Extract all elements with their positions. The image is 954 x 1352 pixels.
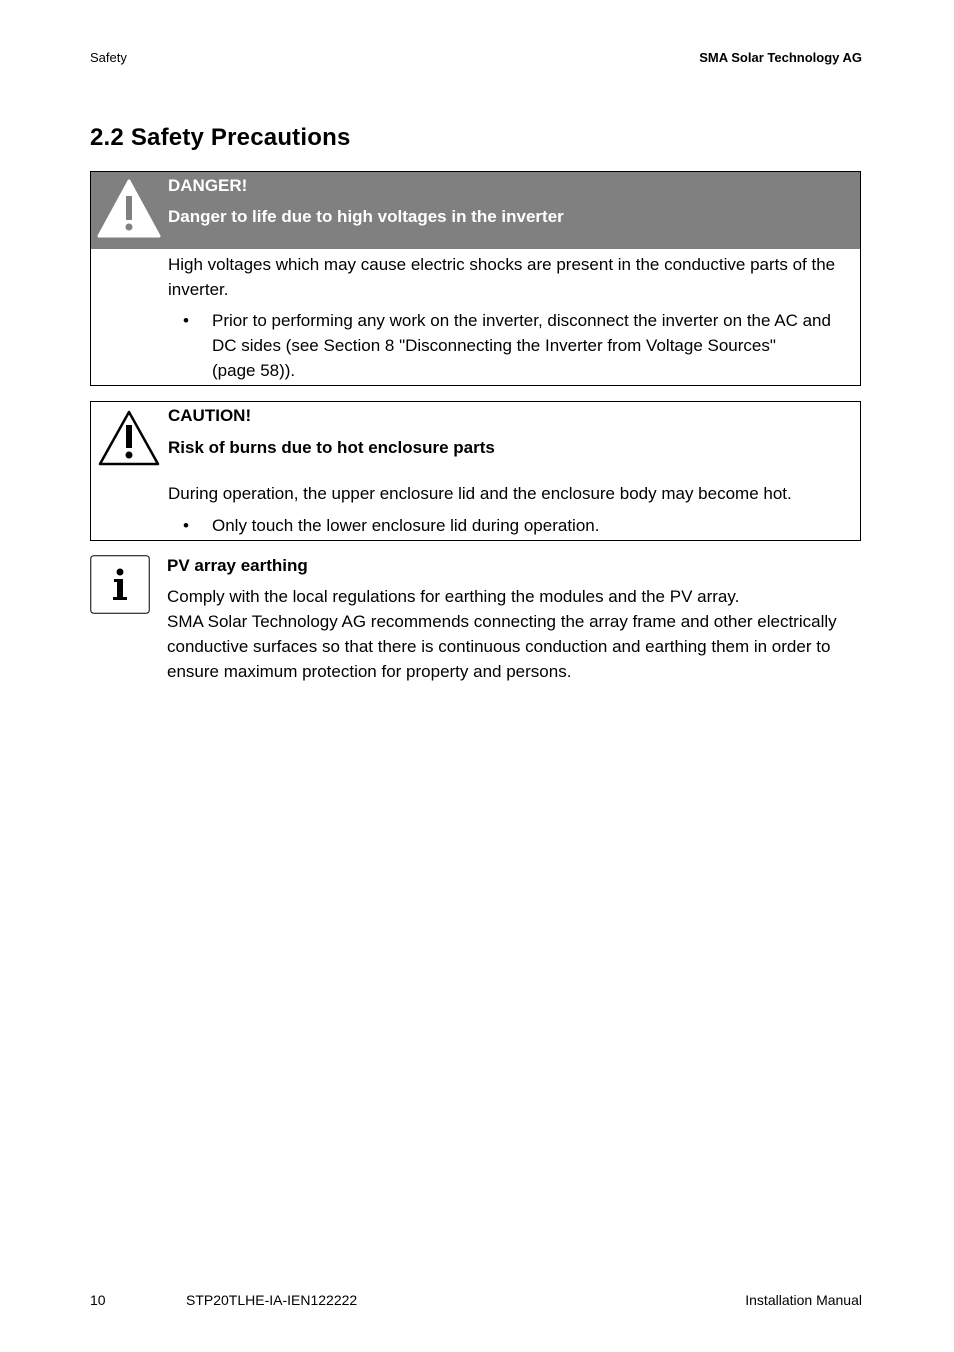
header-section: Safety [90, 50, 127, 65]
info-icon [90, 555, 150, 615]
info-line-3: conductive surfaces so that there is continuous conduction and earthing them in order to [167, 637, 831, 656]
danger-bullet-line-3: (page 58)). [212, 361, 296, 380]
info-line-2: SMA Solar Technology AG recommends connecting the array frame and other electrically [167, 612, 837, 631]
danger-box [90, 171, 861, 386]
footer-doc-type: Installation Manual [745, 1292, 862, 1308]
danger-bullet-symbol: • [183, 311, 189, 330]
page-title: 2.2 Safety Precautions [90, 124, 351, 151]
caution-bullet-symbol: • [183, 516, 189, 535]
header-company: SMA Solar Technology AG [699, 50, 862, 65]
info-line-4: ensure maximum protection for property and persons. [167, 662, 572, 681]
caution-heading: Risk of burns due to hot enclosure parts [168, 438, 495, 457]
footer-page-number: 10 [90, 1292, 106, 1308]
footer-doc-code: STP20TLHE-IA-IEN122222 [186, 1292, 358, 1308]
caution-body: During operation, the upper enclosure lid and the enclosure body may become hot. [168, 484, 792, 503]
caution-bullet: Only touch the lower enclosure lid during operation. [212, 516, 600, 535]
danger-bullet-line-2: DC sides (see Section 8 "Disconnecting the Inverter from Voltage Sources" [212, 336, 776, 355]
danger-body-line-2: inverter. [168, 280, 229, 299]
danger-heading: Danger to life due to high voltages in the inverter [168, 207, 564, 226]
caution-box [90, 401, 861, 541]
warning-triangle-icon [96, 408, 162, 468]
info-heading: PV array earthing [167, 556, 308, 575]
danger-bullet-line-1: Prior to performing any work on the inverter, disconnect the inverter on the AC and [212, 311, 831, 330]
caution-label: CAUTION! [168, 406, 252, 425]
warning-triangle-icon [95, 176, 163, 240]
info-line-1: Comply with the local regulations for earthing the modules and the PV array. [167, 587, 740, 606]
danger-body-line-1: High voltages which may cause electric shocks are present in the conductive parts of the [168, 255, 836, 274]
danger-label: DANGER! [168, 176, 248, 195]
